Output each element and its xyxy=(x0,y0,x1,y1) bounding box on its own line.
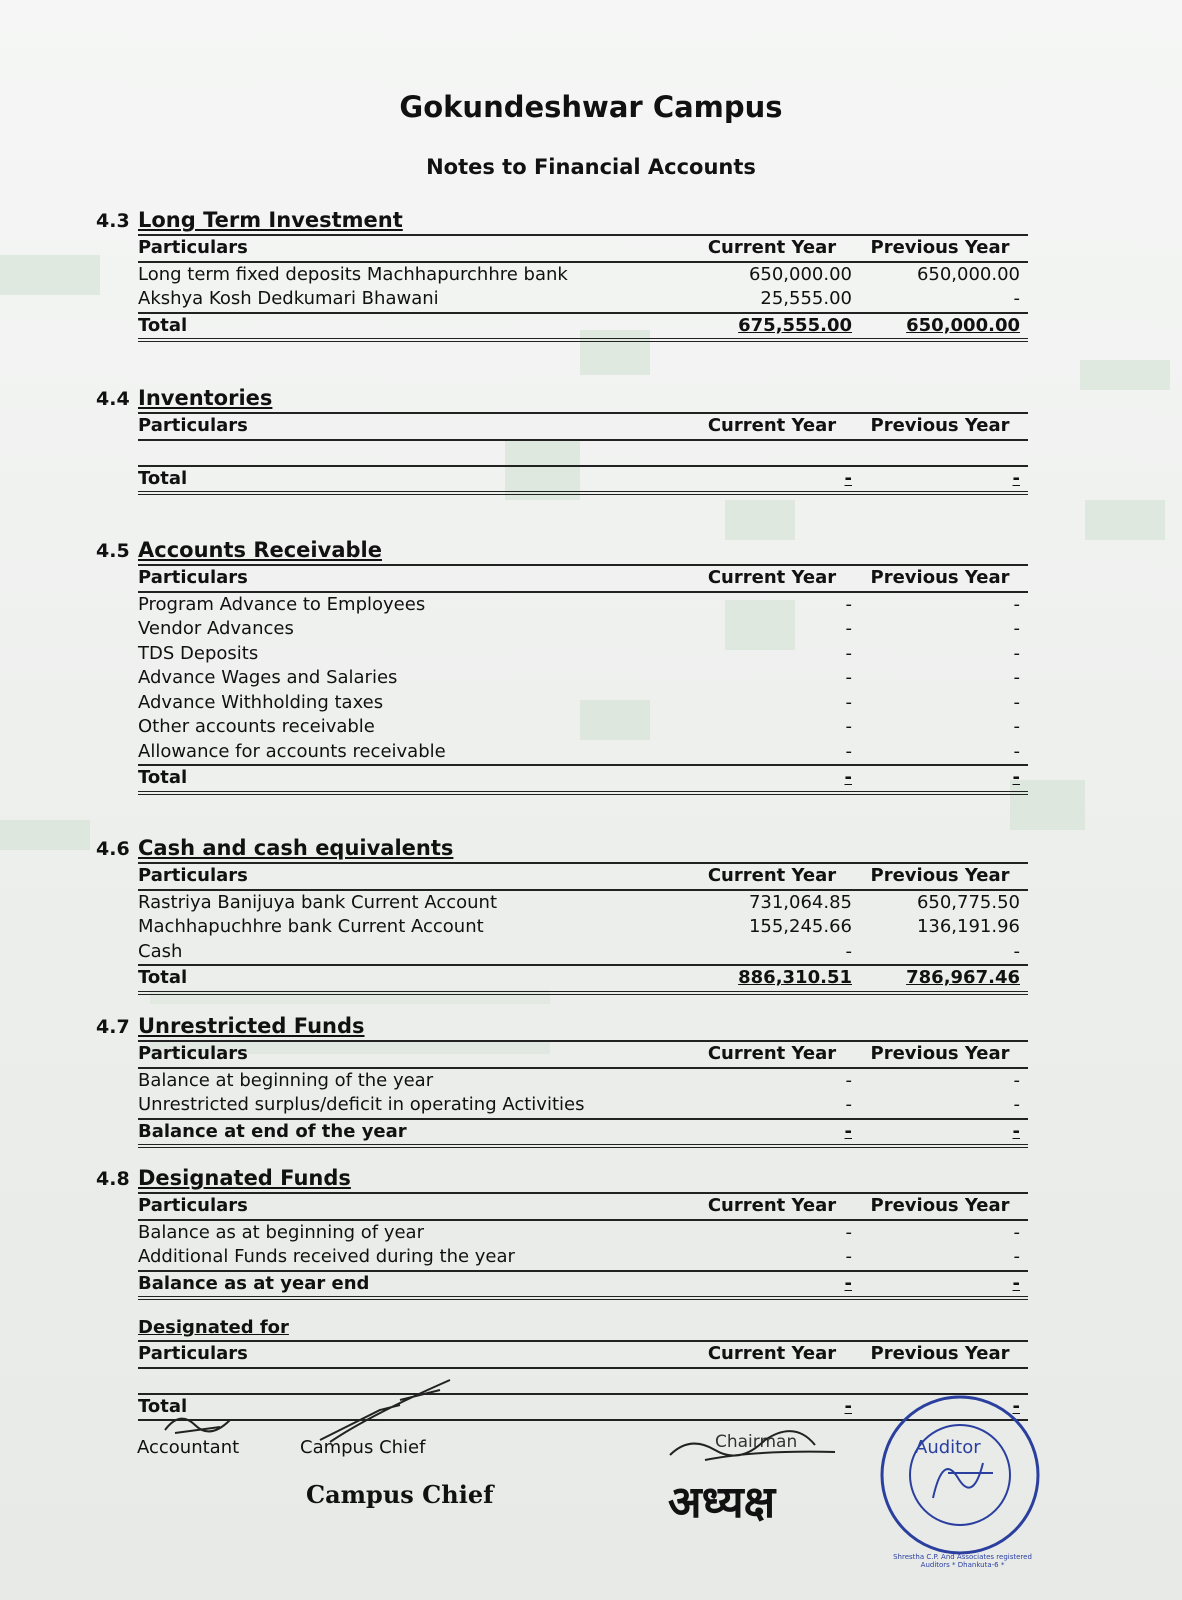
page-title: Gokundeshwar Campus xyxy=(399,90,783,124)
row-label: Allowance for accounts receivable xyxy=(138,740,446,762)
col-previous: Previous Year xyxy=(870,865,1010,886)
row-label: TDS Deposits xyxy=(138,642,259,664)
accountant-signature-icon xyxy=(160,1405,240,1440)
row-current: - xyxy=(845,1246,852,1267)
section-title: Long Term Investment xyxy=(138,208,403,232)
row-label: Long term fixed deposits Machhapurchhre bank xyxy=(138,263,568,285)
row-previous: - xyxy=(1013,1246,1020,1267)
row-label: Program Advance to Employees xyxy=(138,593,426,615)
row-previous: - xyxy=(1013,691,1020,713)
section-title: Inventories xyxy=(138,386,273,410)
row-previous: - xyxy=(1013,716,1020,737)
chairman-signature-icon xyxy=(665,1410,845,1470)
table-row xyxy=(138,691,1028,716)
row-previous: 650,000.00 xyxy=(916,263,1020,285)
table-row xyxy=(138,593,1028,618)
row-label: Advance Withholding taxes xyxy=(138,691,384,713)
row-current: - xyxy=(845,1094,852,1115)
total-label: Total xyxy=(138,967,188,988)
row-previous: - xyxy=(1013,642,1020,664)
table-row xyxy=(138,740,1028,765)
table-header xyxy=(138,1042,1028,1069)
total-current: 886,310.51 xyxy=(738,967,852,988)
row-current: - xyxy=(845,691,852,713)
row-current: 155,245.66 xyxy=(748,916,852,937)
section-inventories xyxy=(96,384,1046,495)
row-previous: 136,191.96 xyxy=(916,916,1020,937)
section-number: 4.7 xyxy=(96,1016,130,1038)
row-previous: - xyxy=(1013,740,1020,762)
table-row xyxy=(138,1221,1028,1246)
section-unrestricted-funds xyxy=(96,1012,1046,1148)
row-current: - xyxy=(845,667,852,688)
row-label: Advance Wages and Salaries xyxy=(138,667,398,688)
col-previous: Previous Year xyxy=(870,567,1010,588)
section-title: Designated Funds xyxy=(138,1166,351,1190)
col-particulars: Particulars xyxy=(138,567,248,588)
total-row xyxy=(138,312,1028,343)
total-label: Balance as at year end xyxy=(138,1272,370,1294)
row-current: 731,064.85 xyxy=(748,891,852,913)
row-previous: - xyxy=(1013,667,1020,688)
chairman-label: Chairman xyxy=(715,1432,798,1452)
section-title: Accounts Receivable xyxy=(138,538,382,562)
total-label: Total xyxy=(138,1395,188,1417)
total-current: - xyxy=(844,1120,852,1142)
total-previous: 650,000.00 xyxy=(906,314,1020,336)
row-current: - xyxy=(845,1221,852,1243)
section-title: Unrestricted Funds xyxy=(138,1014,365,1038)
total-row xyxy=(138,1270,1028,1301)
auditor-seal-icon xyxy=(878,1393,1043,1558)
col-current: Current Year xyxy=(707,1343,837,1364)
table-header xyxy=(138,1194,1028,1221)
row-previous: 650,775.50 xyxy=(916,891,1020,913)
col-current: Current Year xyxy=(707,865,837,886)
table-row xyxy=(138,642,1028,667)
col-current: Current Year xyxy=(707,1195,837,1216)
total-label: Balance at end of the year xyxy=(138,1120,407,1142)
row-label: Other accounts receivable xyxy=(138,716,375,737)
table-row xyxy=(138,715,1028,740)
row-previous: - xyxy=(1013,618,1020,639)
col-current: Current Year xyxy=(707,1043,837,1064)
row-label: Cash xyxy=(138,940,183,962)
total-previous: - xyxy=(1012,467,1020,489)
empty-row xyxy=(138,1369,1028,1393)
section-number: 4.4 xyxy=(96,388,130,410)
table-row xyxy=(138,915,1028,940)
row-current: - xyxy=(845,642,852,664)
col-previous: Previous Year xyxy=(870,1343,1010,1364)
campus-chief-stamp: Campus Chief xyxy=(306,1480,494,1509)
table-row xyxy=(138,617,1028,642)
col-particulars: Particulars xyxy=(138,1343,248,1364)
total-row xyxy=(138,764,1028,795)
col-particulars: Particulars xyxy=(138,865,248,886)
row-label: Rastriya Banijuya bank Current Account xyxy=(138,891,497,913)
campus-chief-label: Campus Chief xyxy=(300,1437,426,1458)
table-row xyxy=(138,1245,1028,1270)
total-current: 675,555.00 xyxy=(738,314,852,336)
row-label: Balance as at beginning of year xyxy=(138,1221,424,1243)
total-row xyxy=(138,964,1028,995)
auditor-seal-text: Shrestha C.P. And Associates registered Auditors * Dhankuta-6 * xyxy=(893,1553,1032,1569)
total-current: - xyxy=(844,467,852,489)
table-row xyxy=(138,940,1028,965)
section-number: 4.6 xyxy=(96,838,130,860)
table-header xyxy=(138,566,1028,593)
table-row xyxy=(138,891,1028,916)
col-current: Current Year xyxy=(707,237,837,258)
row-current: - xyxy=(845,740,852,762)
row-label: Balance at beginning of the year xyxy=(138,1069,434,1091)
accountant-label: Accountant xyxy=(137,1437,240,1458)
table-header xyxy=(138,1340,1028,1369)
total-previous: - xyxy=(1012,1120,1020,1142)
row-current: - xyxy=(845,593,852,615)
row-current: 650,000.00 xyxy=(748,263,852,285)
section-cash-equivalents xyxy=(96,834,1046,995)
table-row xyxy=(138,666,1028,691)
row-label: Akshya Kosh Dedkumari Bhawani xyxy=(138,288,439,309)
col-particulars: Particulars xyxy=(138,237,248,258)
row-previous: - xyxy=(1013,1221,1020,1243)
section-long-term-investment xyxy=(96,206,1046,342)
total-current: - xyxy=(844,1272,852,1294)
row-current: 25,555.00 xyxy=(760,288,852,309)
chairman-stamp: अध्यक्ष xyxy=(668,1477,776,1528)
col-particulars: Particulars xyxy=(138,1195,248,1216)
section-number: 4.3 xyxy=(96,210,130,232)
table-row xyxy=(138,263,1028,288)
row-previous: - xyxy=(1013,940,1020,962)
row-previous: - xyxy=(1013,288,1020,309)
total-previous: - xyxy=(1012,1395,1020,1417)
section-designated-funds xyxy=(96,1164,1046,1300)
total-row xyxy=(138,465,1028,496)
designated-for-heading: Designated for xyxy=(138,1317,289,1338)
col-current: Current Year xyxy=(707,567,837,588)
total-previous: - xyxy=(1012,1272,1020,1294)
table-header xyxy=(138,236,1028,263)
col-previous: Previous Year xyxy=(870,237,1010,258)
empty-row xyxy=(138,441,1028,465)
table-header xyxy=(138,864,1028,891)
col-particulars: Particulars xyxy=(138,415,248,436)
row-current: - xyxy=(845,1069,852,1091)
row-previous: - xyxy=(1013,1094,1020,1115)
total-current: - xyxy=(844,767,852,788)
row-current: - xyxy=(845,716,852,737)
total-previous: 786,967.46 xyxy=(906,967,1020,988)
col-current: Current Year xyxy=(707,415,837,436)
section-number: 4.5 xyxy=(96,540,130,562)
row-previous: - xyxy=(1013,1069,1020,1091)
row-current: - xyxy=(845,618,852,639)
row-label: Additional Funds received during the year xyxy=(138,1246,515,1267)
row-previous: - xyxy=(1013,593,1020,615)
total-row xyxy=(138,1118,1028,1149)
table-header xyxy=(138,414,1028,441)
row-current: - xyxy=(845,940,852,962)
col-previous: Previous Year xyxy=(870,1043,1010,1064)
total-label: Total xyxy=(138,767,188,788)
col-particulars: Particulars xyxy=(138,1043,248,1064)
col-previous: Previous Year xyxy=(870,415,1010,436)
section-title: Cash and cash equivalents xyxy=(138,836,454,860)
row-label: Unrestricted surplus/deficit in operating Activities xyxy=(138,1094,585,1115)
table-row xyxy=(138,1093,1028,1118)
total-label: Total xyxy=(138,314,188,336)
auditor-label: Auditor xyxy=(915,1437,981,1458)
row-label: Machhapuchhre bank Current Account xyxy=(138,916,484,937)
total-previous: - xyxy=(1012,767,1020,788)
section-number: 4.8 xyxy=(96,1168,130,1190)
page-subtitle: Notes to Financial Accounts xyxy=(426,155,756,179)
total-label: Total xyxy=(138,467,188,489)
section-accounts-receivable xyxy=(96,536,1046,795)
row-label: Vendor Advances xyxy=(138,618,294,639)
total-current: - xyxy=(844,1395,852,1417)
col-previous: Previous Year xyxy=(870,1195,1010,1216)
table-row xyxy=(138,287,1028,312)
table-row xyxy=(138,1069,1028,1094)
